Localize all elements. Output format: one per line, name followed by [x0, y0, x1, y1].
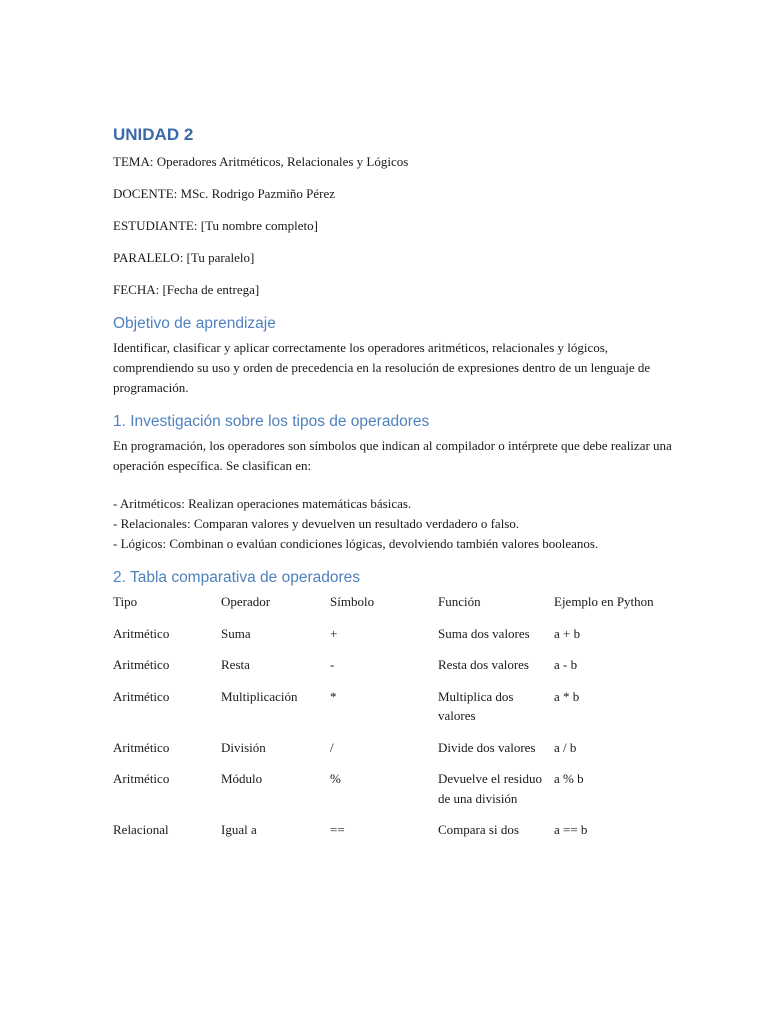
table-cell: Módulo — [221, 771, 263, 786]
table-cell: a + b — [554, 625, 581, 641]
table-cell: Aritmético — [113, 625, 170, 641]
objective-body: Identificar, clasificar y aplicar correctamente los operadores aritméticos, relacionales y lógicos, comprendiendo su uso y orden de precedencia en la resolución de expresiones dentro de un lenguaje de programación. — [113, 340, 651, 395]
meta-docente: DOCENTE: MSc. Rodrigo Pazmiño Pérez — [113, 186, 336, 201]
table-cell: == — [330, 822, 345, 837]
table-cell: Aritmético — [113, 739, 170, 755]
blank-line — [113, 476, 673, 494]
table-cell: Devuelve el residuo de una división — [438, 771, 542, 806]
investigation-heading: 1. Investigación sobre los tipos de operadores — [113, 413, 430, 430]
table-header-cell: Símbolo — [330, 594, 375, 609]
table-cell: Divide dos valores — [438, 739, 536, 755]
table-cell: Relacional — [113, 822, 169, 837]
list-item: - Aritméticos: Realizan operaciones matemáticas básicas. — [113, 496, 412, 511]
table-cell: Suma dos valores — [438, 625, 530, 641]
table-cell: Resta — [221, 657, 250, 672]
table-cell: Compara si dos — [438, 822, 519, 837]
table-cell: a * b — [554, 688, 580, 704]
table-header-cell: Tipo — [113, 594, 138, 609]
objective-heading: Objetivo de aprendizaje — [113, 315, 276, 332]
table-row — [113, 738, 654, 770]
table-cell: Resta dos valores — [438, 657, 529, 672]
table-cell: a == b — [554, 822, 588, 837]
table-header-cell: Ejemplo en Python — [554, 594, 654, 609]
unit-title: UNIDAD 2 — [113, 125, 194, 144]
table-cell: / — [330, 739, 334, 755]
table-cell: Suma — [221, 625, 251, 641]
table-cell: Igual a — [221, 822, 257, 837]
list-item: - Lógicos: Combinan o evalúan condiciones lógicas, devolviendo también valores booleanos. — [113, 536, 599, 551]
document-content — [113, 124, 673, 852]
table-cell: Aritmético — [113, 771, 170, 786]
table-cell: % — [330, 771, 341, 786]
meta-tema: TEMA: Operadores Aritméticos, Relacionales y Lógicos — [113, 154, 409, 169]
table-cell: Aritmético — [113, 688, 170, 704]
table-row — [113, 655, 654, 687]
table-header-cell: Operador — [221, 594, 271, 609]
table-cell: División — [221, 739, 266, 755]
table-row — [113, 624, 654, 656]
table-cell: * — [330, 688, 337, 704]
meta-fecha: FECHA: [Fecha de entrega] — [113, 282, 260, 297]
table-row — [113, 687, 654, 738]
table-header-cell: Función — [438, 594, 481, 609]
table-cell: - — [330, 657, 335, 672]
table-row — [113, 769, 654, 820]
table-header-row — [113, 592, 654, 624]
operators-table — [113, 592, 654, 852]
table-cell: a / b — [554, 739, 577, 755]
meta-estudiante: ESTUDIANTE: [Tu nombre completo] — [113, 218, 318, 233]
table-cell: Aritmético — [113, 657, 170, 672]
table-cell: Multiplicación — [221, 688, 298, 704]
table-cell: a % b — [554, 771, 584, 786]
table-cell: + — [330, 625, 338, 641]
table-cell: Multiplica dos valores — [438, 688, 514, 723]
meta-paralelo: PARALELO: [Tu paralelo] — [113, 250, 255, 265]
table-row — [113, 820, 654, 852]
table-cell: a - b — [554, 657, 578, 672]
list-item: - Relacionales: Comparan valores y devuelven un resultado verdadero o falso. — [113, 516, 520, 531]
table-heading: 2. Tabla comparativa de operadores — [113, 569, 361, 586]
investigation-intro: En programación, los operadores son símbolos que indican al compilador o intérprete que debe realizar una operación específica. Se clasifican en: — [113, 438, 672, 473]
